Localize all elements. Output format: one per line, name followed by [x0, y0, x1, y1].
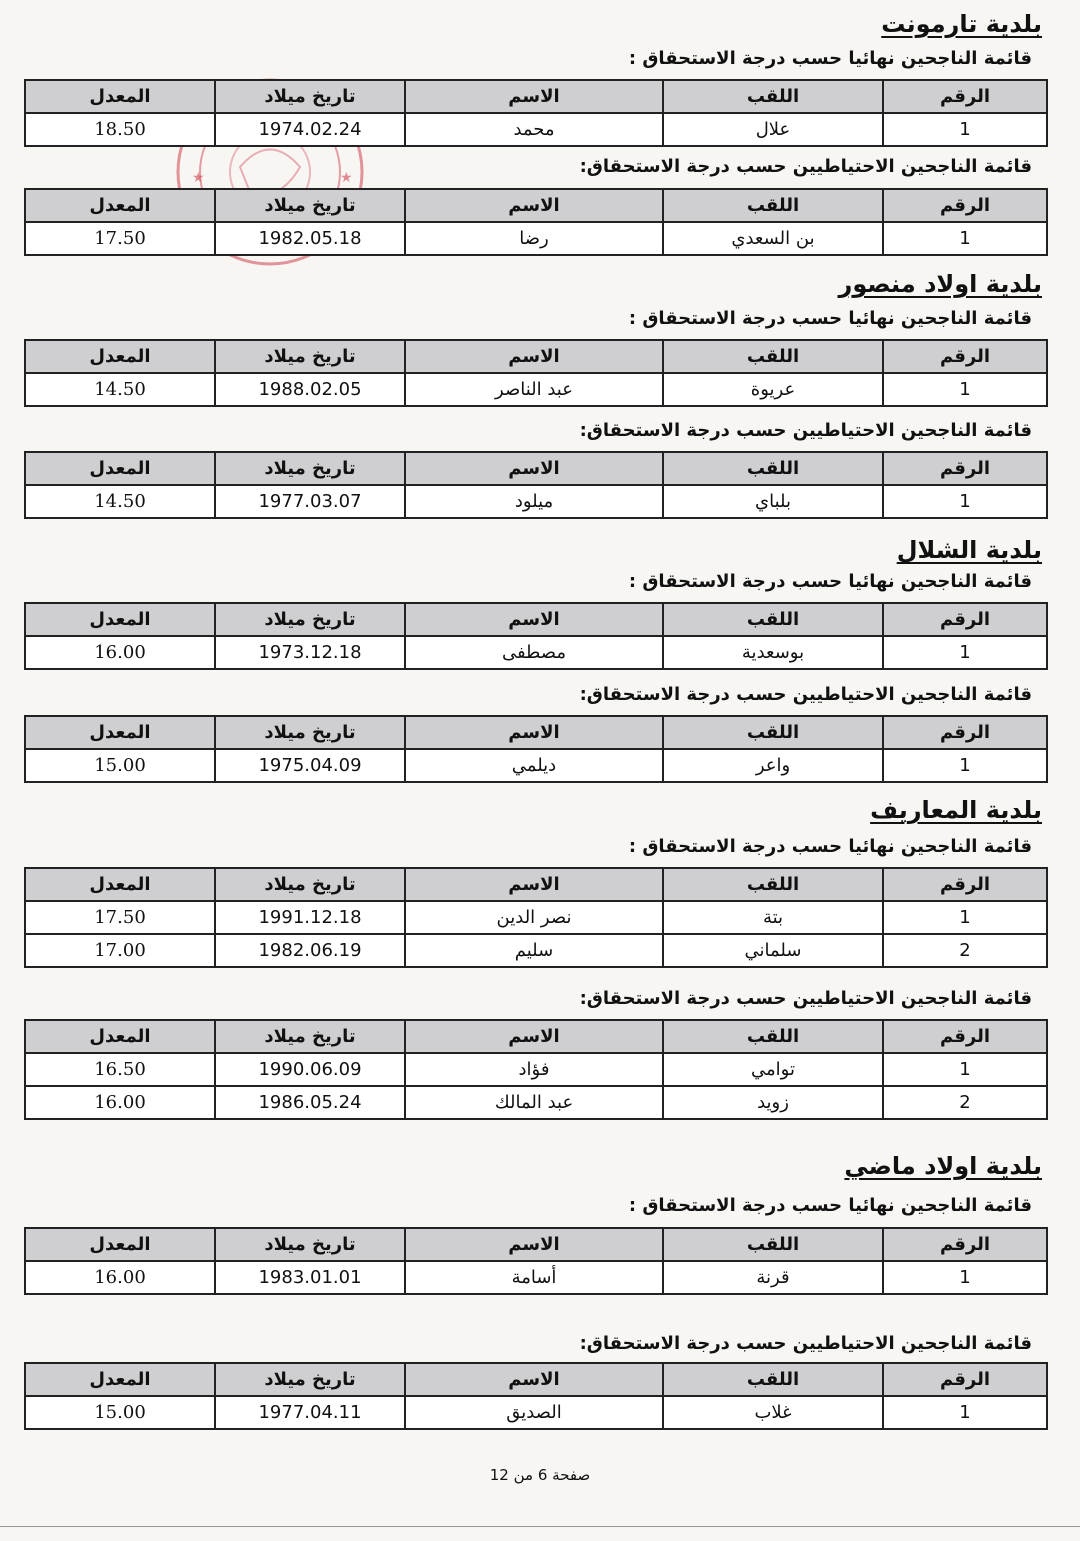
final-list-label: قائمة الناجحين نهائيا حسب درجة الاستحقاق : [628, 836, 1032, 857]
cell-birth: 1986.05.24 [215, 1086, 405, 1119]
table-row [25, 934, 1047, 967]
table-row [25, 1053, 1047, 1086]
municipality-title: بلدية اولاد منصور [838, 270, 1042, 298]
cell-name: ديلمي [405, 749, 663, 782]
col-name: الاسم [405, 340, 663, 373]
reserve-list-label: قائمة الناجحين الاحتياطيين حسب درجة الاستحقاق: [579, 1333, 1032, 1354]
col-birth: تاريخ ميلاد [215, 603, 405, 636]
cell-avg: 15.00 [25, 1396, 215, 1429]
final-table [24, 1227, 1048, 1295]
col-name: الاسم [405, 716, 663, 749]
col-avg: المعدل [25, 1363, 215, 1396]
col-birth: تاريخ ميلاد [215, 340, 405, 373]
municipality-title: بلدية تارمونت [881, 10, 1042, 38]
cell-birth: 1982.06.19 [215, 934, 405, 967]
cell-birth: 1991.12.18 [215, 901, 405, 934]
col-surname: اللقب [663, 1020, 883, 1053]
final-table [24, 602, 1048, 670]
col-birth: تاريخ ميلاد [215, 452, 405, 485]
col-name: الاسم [405, 452, 663, 485]
cell-name: أسامة [405, 1261, 663, 1294]
col-surname: اللقب [663, 868, 883, 901]
col-avg: المعدل [25, 868, 215, 901]
cell-name: عبد الناصر [405, 373, 663, 406]
table-row [25, 1086, 1047, 1119]
col-surname: اللقب [663, 189, 883, 222]
table-row [25, 485, 1047, 518]
table-header-row [25, 868, 1047, 901]
cell-surname: زويد [663, 1086, 883, 1119]
col-rank: الرقم [883, 80, 1047, 113]
cell-rank: 1 [883, 749, 1047, 782]
col-rank: الرقم [883, 868, 1047, 901]
col-rank: الرقم [883, 340, 1047, 373]
cell-rank: 1 [883, 485, 1047, 518]
reserve-table [24, 188, 1048, 256]
col-avg: المعدل [25, 452, 215, 485]
table-row [25, 1396, 1047, 1429]
cell-surname: بوسعدية [663, 636, 883, 669]
cell-name: الصديق [405, 1396, 663, 1429]
reserve-list-label: قائمة الناجحين الاحتياطيين حسب درجة الاستحقاق: [579, 684, 1032, 705]
table-header-row [25, 716, 1047, 749]
cell-avg: 14.50 [25, 485, 215, 518]
cell-avg: 16.00 [25, 636, 215, 669]
col-name: الاسم [405, 1020, 663, 1053]
col-avg: المعدل [25, 189, 215, 222]
cell-birth: 1990.06.09 [215, 1053, 405, 1086]
cell-rank: 1 [883, 636, 1047, 669]
col-rank: الرقم [883, 716, 1047, 749]
cell-avg: 17.00 [25, 934, 215, 967]
table-row [25, 636, 1047, 669]
table-row [25, 749, 1047, 782]
cell-rank: 1 [883, 901, 1047, 934]
col-avg: المعدل [25, 1228, 215, 1261]
col-birth: تاريخ ميلاد [215, 189, 405, 222]
col-surname: اللقب [663, 80, 883, 113]
cell-rank: 2 [883, 1086, 1047, 1119]
cell-name: فؤاد [405, 1053, 663, 1086]
cell-surname: قرنة [663, 1261, 883, 1294]
cell-rank: 1 [883, 1261, 1047, 1294]
table-header-row [25, 340, 1047, 373]
final-list-label: قائمة الناجحين نهائيا حسب درجة الاستحقاق : [628, 1195, 1032, 1216]
col-surname: اللقب [663, 452, 883, 485]
cell-rank: 1 [883, 373, 1047, 406]
col-name: الاسم [405, 603, 663, 636]
final-table [24, 339, 1048, 407]
final-list-label: قائمة الناجحين نهائيا حسب درجة الاستحقاق : [628, 571, 1032, 592]
cell-birth: 1975.04.09 [215, 749, 405, 782]
col-rank: الرقم [883, 603, 1047, 636]
cell-name: رضا [405, 222, 663, 255]
cell-avg: 14.50 [25, 373, 215, 406]
table-header-row [25, 1020, 1047, 1053]
reserve-list-label: قائمة الناجحين الاحتياطيين حسب درجة الاستحقاق: [579, 156, 1032, 177]
col-rank: الرقم [883, 189, 1047, 222]
col-avg: المعدل [25, 716, 215, 749]
cell-surname: بن السعدي [663, 222, 883, 255]
municipality-title: بلدية الشلال [896, 536, 1042, 564]
cell-avg: 15.00 [25, 749, 215, 782]
cell-surname: سلماني [663, 934, 883, 967]
col-rank: الرقم [883, 1363, 1047, 1396]
table-row [25, 222, 1047, 255]
cell-name: عبد المالك [405, 1086, 663, 1119]
col-avg: المعدل [25, 1020, 215, 1053]
cell-avg: 16.00 [25, 1086, 215, 1119]
col-surname: اللقب [663, 340, 883, 373]
cell-avg: 16.50 [25, 1053, 215, 1086]
cell-birth: 1977.03.07 [215, 485, 405, 518]
municipality-title: بلدية اولاد ماضي [844, 1152, 1042, 1180]
cell-birth: 1983.01.01 [215, 1261, 405, 1294]
cell-surname: غلاب [663, 1396, 883, 1429]
cell-surname: عريوة [663, 373, 883, 406]
col-avg: المعدل [25, 603, 215, 636]
col-rank: الرقم [883, 1020, 1047, 1053]
col-surname: اللقب [663, 716, 883, 749]
col-surname: اللقب [663, 1228, 883, 1261]
reserve-table [24, 1362, 1048, 1430]
col-birth: تاريخ ميلاد [215, 1363, 405, 1396]
cell-surname: بلباي [663, 485, 883, 518]
cell-surname: علال [663, 113, 883, 146]
municipality-title: بلدية المعاريف [870, 796, 1042, 824]
bottom-divider [0, 1526, 1080, 1527]
col-birth: تاريخ ميلاد [215, 716, 405, 749]
reserve-table [24, 715, 1048, 783]
cell-rank: 1 [883, 113, 1047, 146]
page-number: صفحة 6 من 12 [489, 1466, 591, 1484]
table-row [25, 901, 1047, 934]
cell-birth: 1973.12.18 [215, 636, 405, 669]
col-name: الاسم [405, 868, 663, 901]
col-name: الاسم [405, 1363, 663, 1396]
table-row [25, 373, 1047, 406]
cell-avg: 17.50 [25, 222, 215, 255]
cell-name: سليم [405, 934, 663, 967]
reserve-list-label: قائمة الناجحين الاحتياطيين حسب درجة الاستحقاق: [579, 988, 1032, 1009]
table-header-row [25, 80, 1047, 113]
col-birth: تاريخ ميلاد [215, 1020, 405, 1053]
col-name: الاسم [405, 80, 663, 113]
col-avg: المعدل [25, 80, 215, 113]
cell-rank: 1 [883, 1053, 1047, 1086]
table-header-row [25, 603, 1047, 636]
col-avg: المعدل [25, 340, 215, 373]
cell-avg: 17.50 [25, 901, 215, 934]
svg-text:★: ★ [340, 170, 353, 186]
col-name: الاسم [405, 1228, 663, 1261]
table-header-row [25, 189, 1047, 222]
col-birth: تاريخ ميلاد [215, 80, 405, 113]
cell-birth: 1982.05.18 [215, 222, 405, 255]
col-name: الاسم [405, 189, 663, 222]
table-row [25, 113, 1047, 146]
final-list-label: قائمة الناجحين نهائيا حسب درجة الاستحقاق : [628, 308, 1032, 329]
cell-birth: 1974.02.24 [215, 113, 405, 146]
final-table [24, 79, 1048, 147]
col-surname: اللقب [663, 1363, 883, 1396]
table-row [25, 1261, 1047, 1294]
cell-avg: 16.00 [25, 1261, 215, 1294]
cell-name: محمد [405, 113, 663, 146]
col-surname: اللقب [663, 603, 883, 636]
table-header-row [25, 452, 1047, 485]
cell-birth: 1988.02.05 [215, 373, 405, 406]
col-rank: الرقم [883, 1228, 1047, 1261]
reserve-table [24, 451, 1048, 519]
cell-surname: توامي [663, 1053, 883, 1086]
reserve-list-label: قائمة الناجحين الاحتياطيين حسب درجة الاستحقاق: [579, 420, 1032, 441]
cell-birth: 1977.04.11 [215, 1396, 405, 1429]
cell-name: نصر الدين [405, 901, 663, 934]
cell-rank: 1 [883, 1396, 1047, 1429]
cell-surname: واعر [663, 749, 883, 782]
cell-name: ميلود [405, 485, 663, 518]
final-table [24, 867, 1048, 968]
cell-avg: 18.50 [25, 113, 215, 146]
svg-text:★: ★ [192, 170, 205, 186]
col-rank: الرقم [883, 452, 1047, 485]
col-birth: تاريخ ميلاد [215, 868, 405, 901]
cell-rank: 1 [883, 222, 1047, 255]
table-header-row [25, 1228, 1047, 1261]
cell-surname: بتة [663, 901, 883, 934]
cell-rank: 2 [883, 934, 1047, 967]
col-birth: تاريخ ميلاد [215, 1228, 405, 1261]
table-header-row [25, 1363, 1047, 1396]
reserve-table [24, 1019, 1048, 1120]
final-list-label: قائمة الناجحين نهائيا حسب درجة الاستحقاق : [628, 48, 1032, 69]
cell-name: مصطفى [405, 636, 663, 669]
